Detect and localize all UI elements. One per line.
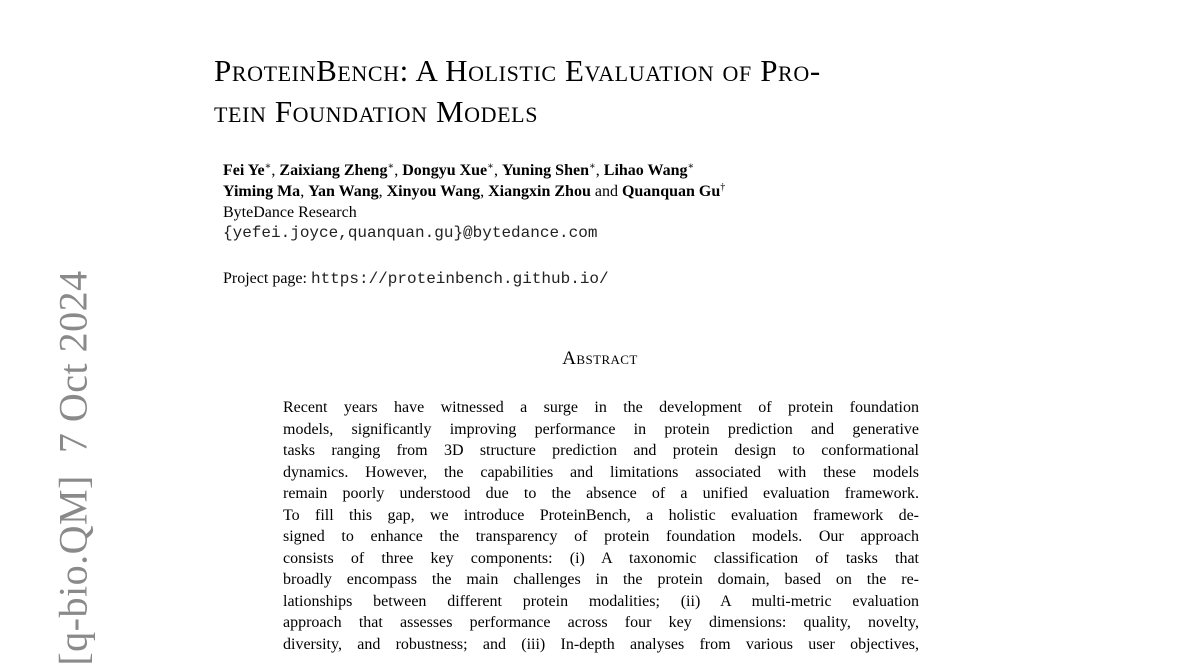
abstract-line: consists of three key components: (i) A taxonomic classification of tasks that	[283, 549, 919, 567]
author-email[interactable]: {yefei.joyce,quanquan.gu}@bytedance.com	[223, 224, 598, 242]
corresponding-author-name: Quanquan Gu	[621, 183, 721, 200]
project-page-label: Project page:	[223, 270, 307, 287]
project-page-link[interactable]: https://proteinbench.github.io/	[310, 270, 609, 288]
abstract-line: signed to enhance the transparency of protein foundation models. Our approach	[283, 528, 919, 545]
equal-contribution-mark: ∗	[387, 161, 395, 172]
author-name: Lihao Wang	[603, 162, 688, 179]
abstract-line: dynamics. However, the capabilities and limitations associated with these models	[283, 463, 919, 481]
abstract-line: remain poorly understood due to the absence of a unified evaluation framework.	[283, 485, 919, 502]
author-name: Xinyou Wang	[386, 183, 481, 200]
author-name: Dongyu Xue	[402, 162, 488, 179]
abstract-line: models, significantly improving performance in protein prediction and generative	[283, 420, 919, 438]
title-line-1: ProteinBench: A Holistic Evaluation of Pro-	[214, 53, 821, 88]
abstract-line: To fill this gap, we introduce ProteinBench, a holistic evaluation framework de-	[283, 506, 919, 524]
equal-contribution-mark: ∗	[487, 161, 494, 172]
author-name: Fei Ye	[223, 162, 265, 179]
abstract-line: approach that assesses performance across four key dimensions: quality, novelty,	[283, 614, 919, 631]
author-line-2: Yiming Ma, Yan Wang, Xinyou Wang, Xiangxin Zhou and Quanquan Gu†	[223, 182, 726, 200]
abstract-line: diversity, and robustness; and (iii) In-depth analyses from various user objectives,	[283, 635, 919, 653]
author-block	[223, 160, 983, 244]
paper-title	[214, 50, 1004, 132]
abstract-line: Recent years have witnessed a surge in the development of protein foundation	[283, 399, 919, 416]
abstract-line: tasks ranging from 3D structure prediction and protein design to conformational	[283, 442, 919, 459]
abstract-line: broadly encompass the main challenges in the protein domain, based on the re-	[283, 571, 919, 588]
affiliation: ByteDance Research	[223, 204, 357, 221]
author-line-1: Fei Ye∗, Zaixiang Zheng∗, Dongyu Xue∗, Yuning Shen∗, Lihao Wang∗	[223, 161, 695, 179]
author-name: Zaixiang Zheng	[279, 162, 388, 179]
equal-contribution-mark: ∗	[264, 161, 272, 172]
author-name: Yuning Shen	[501, 162, 589, 179]
abstract-heading: Abstract	[562, 348, 638, 369]
author-name: Yiming Ma	[223, 183, 301, 200]
author-conjunction: and	[594, 183, 618, 200]
equal-contribution-mark: ∗	[588, 161, 596, 172]
abstract-line: lationships between different protein modalities; (ii) A multi-metric evaluation	[283, 592, 919, 610]
corresponding-author-mark: †	[720, 182, 726, 193]
author-name: Xiangxin Zhou	[488, 183, 591, 200]
project-page	[223, 270, 609, 288]
equal-contribution-mark: ∗	[687, 161, 695, 172]
abstract-body	[283, 397, 919, 655]
title-line-2: tein Foundation Models	[214, 94, 539, 129]
arxiv-category: [q-bio.QM]	[50, 475, 96, 666]
author-name: Yan Wang	[308, 183, 379, 200]
arxiv-sidebar-stamp	[50, 270, 97, 665]
arxiv-date: 7 Oct 2024	[50, 270, 96, 454]
